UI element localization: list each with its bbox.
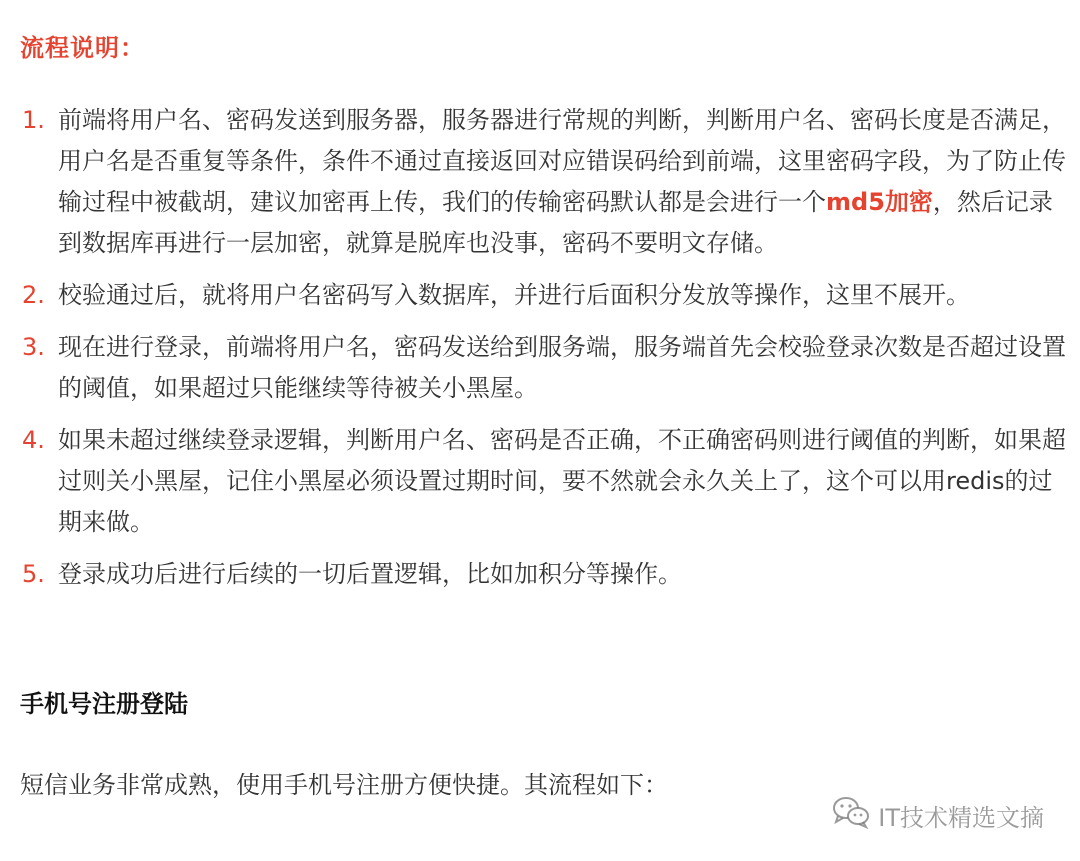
step-number: 3. [22,333,45,361]
phone-register-heading: 手机号注册登陆 [20,690,188,718]
list-item [20,275,1070,316]
process-heading: 流程说明： [20,34,145,62]
step-text: 校验通过后，就将用户名密码写入数据库，并进行后面积分发放等操作，这里不展开。 [58,281,970,309]
step-text: ，然后记录到数据库再进行一层加密，就算是脱库也没事，密码不要明文存储。 [58,188,1053,257]
list-item [20,420,1070,543]
step-number: 1. [22,106,45,134]
step-number: 5. [22,560,45,588]
highlight-text: md5加密 [826,188,933,216]
phone-register-paragraph: 短信业务非常成熟，使用手机号注册方便快捷。其流程如下： [20,771,668,799]
list-item [20,100,1070,264]
watermark-text: IT技术精选文摘 [878,803,1044,832]
list-item [20,554,1070,595]
watermark [832,795,1044,835]
list-item [20,327,1070,409]
step-text: 登录成功后进行后续的一切后置逻辑，比如加积分等操作。 [58,560,682,588]
step-text: 如果未超过继续登录逻辑，判断用户名、密码是否正确，不正确密码则进行阈值的判断，如果超过则关小黑屋，记住小黑屋必须设置过期时间，要不然就会永久关上了，这个可以用redis的过期来做。 [58,426,1066,536]
step-number: 4. [22,426,45,454]
step-number: 2. [22,281,45,309]
step-text: 前端将用户名、密码发送到服务器，服务器进行常规的判断，判断用户名、密码长度是否满足，用户名是否重复等条件，条件不通过直接返回对应错误码给到前端，这里密码字段，为了防止传输过程中被截胡，建议加密再上传，我们的传输密码默认都是会进行一个 [58,106,1066,216]
step-text: 现在进行登录，前端将用户名，密码发送给到服务端，服务端首先会校验登录次数是否超过设置的阈值，如果超过只能继续等待被关小黑屋。 [58,333,1066,402]
wechat-icon [832,795,870,835]
process-steps-list [20,100,1070,606]
